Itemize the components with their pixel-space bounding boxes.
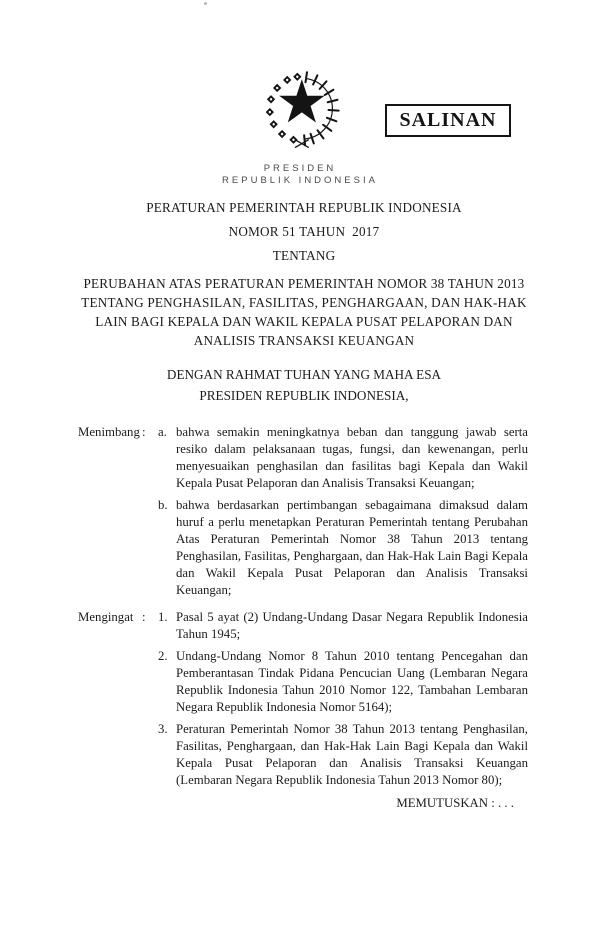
legal-basis-item <box>158 609 528 643</box>
mengingat-items <box>158 609 528 789</box>
tentang-label: TENTANG <box>272 248 336 263</box>
regulation-title: PERATURAN PEMERINTAH REPUBLIK INDONESIA <box>146 200 462 215</box>
item-text: Pasal 5 ayat (2) Undang-Undang Dasar Negara Republik Indonesia Tahun 1945; <box>176 610 528 641</box>
item-text: Undang-Undang Nomor 8 Tahun 2010 tentang Pencegahan dan Pemberantasan Tindak Pidana Pencucian Uang (Lembaran Negara Republik Indonesia Tahun 2010 Nomor 122, Tambahan Lembaran Negara Republik Indonesia Nomor 5164); <box>176 649 528 714</box>
item-marker: a. <box>158 425 167 439</box>
presidential-emblem <box>254 70 346 151</box>
menimbang-label: Menimbang <box>78 425 140 439</box>
letterhead-presiden: PRESIDEN <box>263 163 337 174</box>
item-text: bahwa semakin meningkatnya beban dan tanggung jawab serta resiko dalam pelaksanaan tugas, fungsi, dan kewenangan, perlu menyesuaikan penghasilan dan fasilitas bagi Kepala dan Wakil Kepala Pusat Pelaporan dan Analisis Transaksi Keuangan; <box>176 425 528 490</box>
document-body <box>78 424 528 812</box>
item-marker: 2. <box>158 649 168 663</box>
regulation-number: NOMOR 51 TAHUN 2017 <box>228 224 380 239</box>
menimbang-colon: : <box>142 425 146 439</box>
scan-artifact <box>204 2 207 5</box>
letterhead-republik-indonesia: REPUBLIK INDONESIA <box>222 174 378 186</box>
letterhead <box>0 163 600 186</box>
considerations-section <box>78 424 528 599</box>
presidential-star-emblem <box>254 70 346 151</box>
consideration-item <box>158 497 528 599</box>
mengingat-colon: : <box>142 610 146 624</box>
copy-stamp-box <box>385 104 511 137</box>
legal-basis-section <box>78 609 528 789</box>
legal-basis-item <box>158 721 528 789</box>
item-text: bahwa berdasarkan pertimbangan sebagaimana dimaksud dalam huruf a perlu menetapkan Peraturan Pemerintah tentang Perubahan Atas Peraturan Pemerintah Nomor 38 Tahun 2013 tentang Penghasilan, Fasilitas, Penghargaan, dan Hak-Hak Lain Bagi Kepala dan Wakil Kepala Pusat Pelaporan dan Analisis Transaksi Keuangan; <box>176 498 528 597</box>
item-marker: 1. <box>158 610 168 624</box>
legal-basis-item <box>158 648 528 716</box>
title-block <box>0 199 608 350</box>
preamble <box>0 365 608 406</box>
copy-stamp-label: SALINAN <box>399 109 497 131</box>
invocation-line: DENGAN RAHMAT TUHAN YANG MAHA ESA <box>166 367 442 382</box>
mengingat-label: Mengingat <box>78 610 134 624</box>
regulation-subject: PERUBAHAN ATAS PERATURAN PEMERINTAH NOMOR 38 TAHUN 2013 TENTANG PENGHASILAN, FASILITAS, PENGHARGAAN, DAN HAK-HAK LAIN BAGI KEPALA DAN WAKIL KEPALA PUSAT PELAPORAN DAN ANALISIS TRANSAKSI KEUANGAN <box>81 276 527 348</box>
wreath-stem-icon <box>295 140 308 147</box>
item-text: Peraturan Pemerintah Nomor 38 Tahun 2013 tentang Penghasilan, Fasilitas, Penghargaan, dan Hak-Hak Lain Bagi Kepala dan Wakil Kepala Pusat Pelaporan dan Analisis Transaksi Keuangan (Lembaran Negara Republik Indonesia Tahun 2013 Nomor 80); <box>176 722 528 787</box>
item-marker: 3. <box>158 722 168 736</box>
star-icon <box>279 79 324 122</box>
authority-line: PRESIDEN REPUBLIK INDONESIA, <box>199 387 409 403</box>
memutuskan-catchword: MEMUTUSKAN : . . . <box>396 796 514 810</box>
item-marker: b. <box>158 498 168 512</box>
consideration-item <box>158 424 528 492</box>
menimbang-items <box>158 424 528 599</box>
